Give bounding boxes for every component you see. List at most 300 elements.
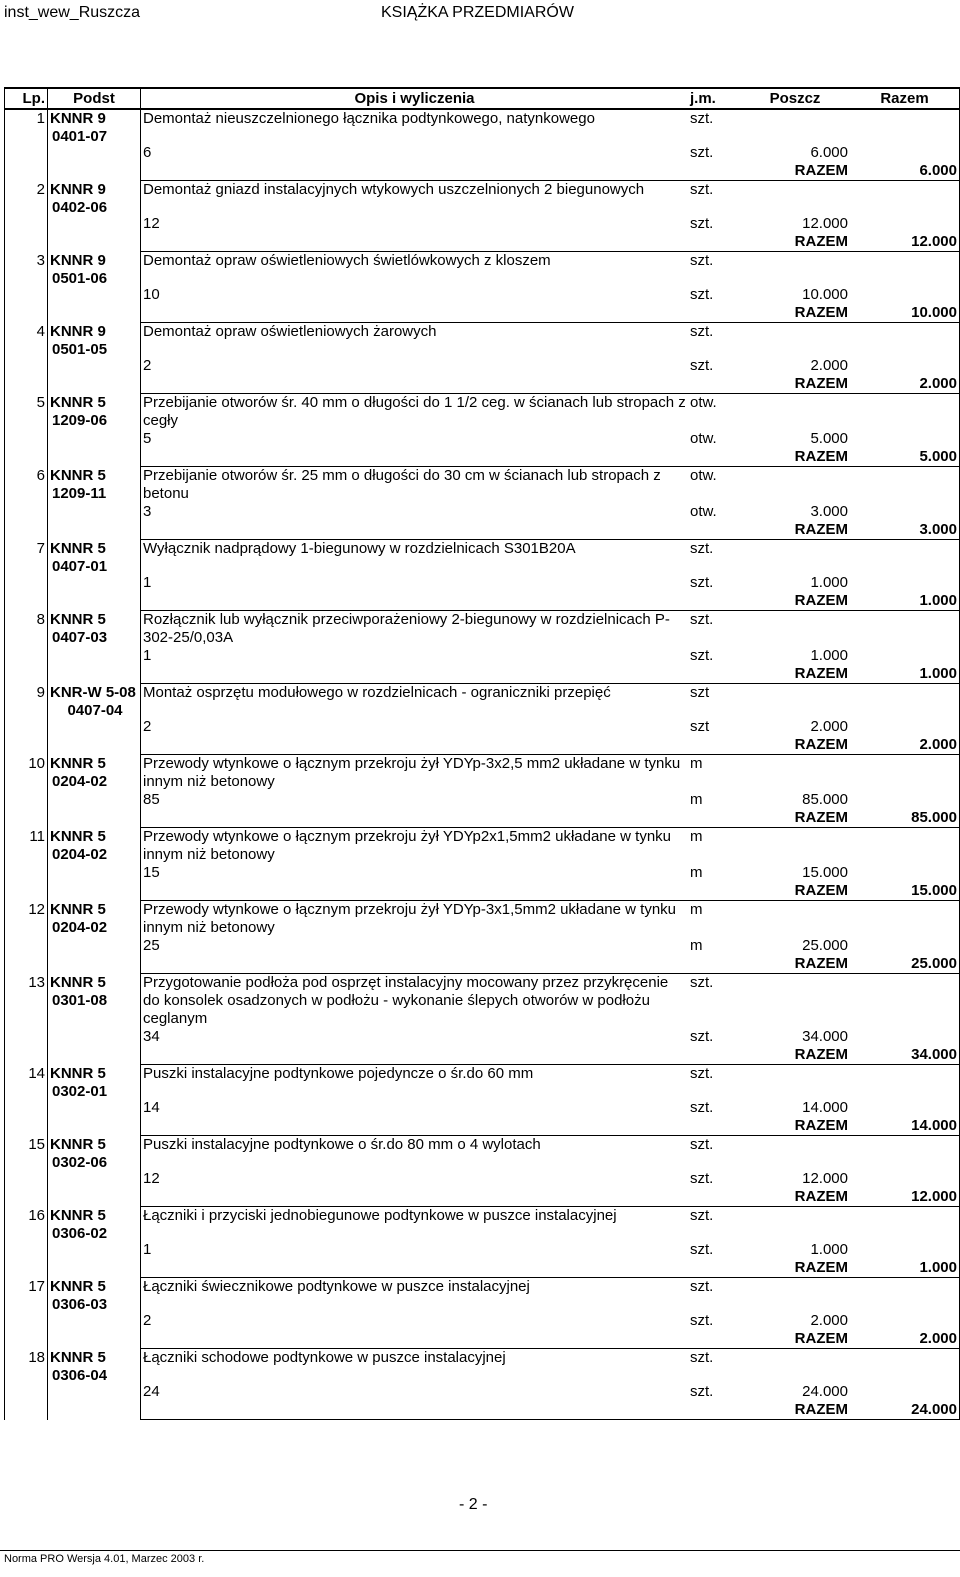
razem-label: RAZEM: [740, 375, 850, 394]
item-total: 12.000: [850, 1188, 960, 1207]
razem-label: RAZEM: [740, 162, 850, 181]
empty-cell: [850, 1207, 960, 1242]
table-row: [5, 252, 960, 287]
item-partial-quantity: 1.000: [810, 647, 848, 664]
empty-cell: [141, 521, 689, 540]
item-calculation: 1: [143, 1241, 152, 1258]
item-partial-quantity: 34.000: [802, 1028, 848, 1045]
empty-cell: [850, 1170, 960, 1188]
item-partial-quantity: 85.000: [802, 791, 848, 808]
empty-cell: [688, 448, 740, 467]
item-basis-code: KNNR 5: [50, 973, 106, 991]
empty-cell: [850, 828, 960, 865]
razem-label: RAZEM: [740, 1046, 850, 1065]
razem-label: RAZEM: [740, 448, 850, 467]
item-calculation: 3: [143, 503, 152, 520]
item-calc-unit: szt.: [690, 1170, 714, 1187]
item-basis-number: 0407-04: [67, 701, 123, 719]
item-calculation: 6: [143, 144, 152, 161]
empty-cell: [850, 394, 960, 431]
item-calc-unit: m: [690, 937, 703, 954]
item-unit: szt.: [690, 1065, 714, 1082]
razem-label: RAZEM: [740, 1401, 850, 1420]
item-partial-quantity: 14.000: [802, 1099, 848, 1116]
empty-cell: [850, 684, 960, 719]
table-row: [5, 882, 960, 901]
empty-cell: [688, 1117, 740, 1136]
empty-cell: [688, 665, 740, 684]
item-total: 5.000: [850, 448, 960, 467]
table-row: [5, 286, 960, 304]
empty-cell: [850, 181, 960, 216]
empty-cell: [740, 684, 850, 719]
item-calc-unit: szt.: [690, 1028, 714, 1045]
empty-cell: [688, 882, 740, 901]
item-basis: [48, 755, 141, 828]
table-row: [5, 144, 960, 162]
empty-cell: [688, 521, 740, 540]
item-total: 34.000: [850, 1046, 960, 1065]
empty-cell: [850, 467, 960, 504]
item-total: 1.000: [850, 1259, 960, 1278]
item-lp: 16: [5, 1207, 48, 1278]
item-lp: 8: [5, 611, 48, 684]
empty-cell: [141, 736, 689, 755]
table-row: [5, 611, 960, 648]
col-razem: Razem: [850, 88, 960, 109]
table-row: [5, 647, 960, 665]
col-lp: Lp.: [5, 88, 48, 109]
item-basis-code: KNNR 9: [50, 110, 106, 127]
item-calc-unit: szt.: [690, 1099, 714, 1116]
item-partial-quantity: 15.000: [802, 864, 848, 881]
item-calculation: 85: [143, 791, 160, 808]
item-basis-code: KNNR 9: [50, 180, 106, 198]
razem-label: RAZEM: [740, 955, 850, 974]
item-partial-quantity: 24.000: [802, 1383, 848, 1400]
item-basis-number: 0306-03: [52, 1295, 108, 1313]
item-basis: [48, 394, 141, 467]
item-lp: 18: [5, 1349, 48, 1420]
table-row: [5, 1028, 960, 1046]
item-description: Łączniki schodowe podtynkowe w puszce instalacyjnej: [143, 1349, 506, 1366]
item-basis-code: KNNR 5: [50, 1135, 106, 1153]
table-header-row: [5, 88, 960, 109]
table-row: [5, 1065, 960, 1100]
empty-cell: [850, 974, 960, 1029]
item-lp: 2: [5, 181, 48, 252]
item-basis-code: KNNR 9: [50, 251, 106, 269]
item-calculation: 5: [143, 430, 152, 447]
empty-cell: [141, 162, 689, 181]
item-unit: szt.: [690, 323, 714, 340]
empty-cell: [740, 611, 850, 648]
empty-cell: [740, 1349, 850, 1384]
item-basis-number: 0301-08: [52, 991, 108, 1009]
item-partial-quantity: 6.000: [810, 144, 848, 161]
empty-cell: [141, 1046, 689, 1065]
empty-cell: [688, 375, 740, 394]
item-calc-unit: szt.: [690, 1241, 714, 1258]
item-basis: [48, 1349, 141, 1420]
item-unit: szt: [690, 684, 710, 701]
item-total: 24.000: [850, 1401, 960, 1420]
razem-label: RAZEM: [740, 1259, 850, 1278]
item-calc-unit: szt.: [690, 1383, 714, 1400]
item-lp: 6: [5, 467, 48, 540]
empty-cell: [850, 1065, 960, 1100]
item-calc-unit: szt.: [690, 215, 714, 232]
item-total: 12.000: [850, 233, 960, 252]
razem-label: RAZEM: [740, 665, 850, 684]
item-calculation: 25: [143, 937, 160, 954]
empty-cell: [850, 1136, 960, 1171]
empty-cell: [688, 955, 740, 974]
item-unit: szt.: [690, 1136, 714, 1153]
item-lp: 3: [5, 252, 48, 323]
table-row: [5, 503, 960, 521]
item-basis-code: KNNR 5: [50, 1064, 106, 1082]
item-description: Puszki instalacyjne podtynkowe o śr.do 80 mm o 4 wylotach: [143, 1136, 541, 1153]
item-description: Łączniki świecznikowe podtynkowe w puszce instalacyjnej: [143, 1278, 530, 1295]
empty-cell: [850, 1383, 960, 1401]
empty-cell: [141, 1401, 689, 1420]
item-partial-quantity: 3.000: [810, 503, 848, 520]
item-lp: 15: [5, 1136, 48, 1207]
empty-cell: [740, 467, 850, 504]
empty-cell: [688, 233, 740, 252]
empty-cell: [850, 611, 960, 648]
item-partial-quantity: 12.000: [802, 215, 848, 232]
item-basis: [48, 1065, 141, 1136]
empty-cell: [740, 755, 850, 792]
item-calculation: 2: [143, 357, 152, 374]
item-calc-unit: szt.: [690, 357, 714, 374]
razem-label: RAZEM: [740, 1330, 850, 1349]
table-row: [5, 809, 960, 828]
item-unit: szt.: [690, 252, 714, 269]
item-partial-quantity: 10.000: [802, 286, 848, 303]
empty-cell: [850, 323, 960, 358]
empty-cell: [740, 540, 850, 575]
item-total: 85.000: [850, 809, 960, 828]
item-basis: [48, 611, 141, 684]
table-row: [5, 1349, 960, 1384]
item-description: Demontaż gniazd instalacyjnych wtykowych uszczelnionych 2 biegunowych: [143, 181, 645, 198]
table-row: [5, 1330, 960, 1349]
item-calculation: 2: [143, 718, 152, 735]
item-partial-quantity: 12.000: [802, 1170, 848, 1187]
item-description: Łączniki i przyciski jednobiegunowe podtynkowe w puszce instalacyjnej: [143, 1207, 617, 1224]
table-row: [5, 974, 960, 1029]
item-partial-quantity: 2.000: [810, 357, 848, 374]
item-calculation: 14: [143, 1099, 160, 1116]
item-partial-quantity: 5.000: [810, 430, 848, 447]
item-basis-number: 0401-07: [52, 128, 108, 145]
item-basis-number: 0501-05: [52, 340, 108, 358]
table-row: [5, 592, 960, 611]
item-basis: [48, 1207, 141, 1278]
page-number: - 2 -: [459, 1496, 488, 1513]
item-calc-unit: szt.: [690, 574, 714, 591]
empty-cell: [740, 323, 850, 358]
item-lp: 11: [5, 828, 48, 901]
item-unit: m: [690, 755, 703, 772]
item-calculation: 1: [143, 574, 152, 591]
item-description: Przewody wtynkowe o łącznym przekroju żył YDYp-3x1,5mm2 układane w tynku innym niż betonowy: [143, 901, 676, 936]
table-row: [5, 521, 960, 540]
item-calculation: 12: [143, 1170, 160, 1187]
table-row: [5, 736, 960, 755]
table-row: [5, 574, 960, 592]
razem-label: RAZEM: [740, 882, 850, 901]
razem-label: RAZEM: [740, 592, 850, 611]
table-row: [5, 1278, 960, 1313]
item-calculation: 15: [143, 864, 160, 881]
empty-cell: [850, 718, 960, 736]
item-total: 2.000: [850, 1330, 960, 1349]
empty-cell: [850, 144, 960, 162]
item-unit: szt.: [690, 1278, 714, 1295]
item-lp: 17: [5, 1278, 48, 1349]
empty-cell: [850, 755, 960, 792]
item-basis: [48, 252, 141, 323]
razem-label: RAZEM: [740, 809, 850, 828]
empty-cell: [850, 1241, 960, 1259]
item-calculation: 24: [143, 1383, 160, 1400]
item-basis-number: 1209-11: [52, 484, 107, 502]
table-row: [5, 791, 960, 809]
empty-cell: [740, 1065, 850, 1100]
bill-of-quantities-table: [4, 87, 960, 1420]
empty-cell: [141, 1188, 689, 1207]
table-row: [5, 304, 960, 323]
item-lp: 7: [5, 540, 48, 611]
empty-cell: [850, 647, 960, 665]
item-total: 10.000: [850, 304, 960, 323]
empty-cell: [850, 215, 960, 233]
item-unit: szt.: [690, 1349, 714, 1366]
table-row: [5, 1188, 960, 1207]
item-basis-code: KNNR 5: [50, 754, 106, 772]
table-row: [5, 1136, 960, 1171]
doc-title: inst_wew_Ruszcza: [4, 4, 141, 21]
empty-cell: [850, 357, 960, 375]
item-basis-number: 0302-06: [52, 1153, 108, 1171]
item-basis: [48, 684, 141, 755]
empty-cell: [740, 828, 850, 865]
item-description: Puszki instalacyjne podtynkowe pojedyncze o śr.do 60 mm: [143, 1065, 534, 1082]
item-total: 1.000: [850, 665, 960, 684]
item-total: 25.000: [850, 955, 960, 974]
item-unit: m: [690, 828, 703, 845]
item-unit: otw.: [690, 394, 717, 411]
empty-cell: [141, 375, 689, 394]
table-row: [5, 1099, 960, 1117]
item-basis-code: KNNR 5: [50, 900, 106, 918]
col-jm: j.m.: [688, 88, 740, 109]
empty-cell: [850, 430, 960, 448]
empty-cell: [688, 304, 740, 323]
item-lp: 13: [5, 974, 48, 1065]
empty-cell: [850, 503, 960, 521]
item-unit: otw.: [690, 467, 717, 484]
item-basis-code: KNNR 5: [50, 1348, 106, 1366]
razem-label: RAZEM: [740, 233, 850, 252]
item-unit: szt.: [690, 540, 714, 557]
empty-cell: [141, 304, 689, 323]
item-lp: 14: [5, 1065, 48, 1136]
razem-label: RAZEM: [740, 521, 850, 540]
empty-cell: [850, 937, 960, 955]
empty-cell: [141, 448, 689, 467]
item-total: 2.000: [850, 736, 960, 755]
item-calc-unit: szt.: [690, 144, 714, 161]
item-description: Przebijanie otworów śr. 25 mm o długości do 30 cm w ścianach lub stropach z betonu: [143, 467, 661, 502]
empty-cell: [850, 286, 960, 304]
item-basis-number: 0204-02: [52, 845, 108, 863]
table-row: [5, 1046, 960, 1065]
item-unit: szt.: [690, 974, 714, 991]
item-basis-number: 0407-03: [52, 628, 108, 646]
table-row: [5, 718, 960, 736]
table-row: [5, 1259, 960, 1278]
item-description: Przygotowanie podłoża pod osprzęt instalacyjny mocowany przez przykręcenie do konsolek osadzonych w podłożu - wykonanie ślepych otworów w podłożu ceglanym: [143, 974, 669, 1027]
empty-cell: [141, 809, 689, 828]
empty-cell: [850, 1349, 960, 1384]
item-basis-number: 0407-01: [52, 557, 108, 575]
item-description: Demontaż opraw oświetleniowych świetlówkowych z kloszem: [143, 252, 551, 269]
item-partial-quantity: 1.000: [810, 574, 848, 591]
item-calculation: 34: [143, 1028, 160, 1045]
col-poszcz: Poszcz: [740, 88, 850, 109]
item-partial-quantity: 1.000: [810, 1241, 848, 1258]
empty-cell: [688, 1046, 740, 1065]
item-basis-code: KNNR 5: [50, 827, 106, 845]
table-row: [5, 1401, 960, 1420]
item-description: Demontaż nieuszczelnionego łącznika podtynkowego, natynkowego: [143, 110, 595, 127]
empty-cell: [141, 233, 689, 252]
empty-cell: [141, 1330, 689, 1349]
table-body: [5, 109, 960, 1420]
table-row: [5, 357, 960, 375]
empty-cell: [850, 1028, 960, 1046]
item-basis-code: KNNR 9: [50, 322, 106, 340]
col-opis: Opis i wyliczenia: [141, 88, 689, 109]
table-row: [5, 864, 960, 882]
item-lp: 1: [5, 109, 48, 181]
empty-cell: [688, 1401, 740, 1420]
empty-cell: [740, 252, 850, 287]
item-calc-unit: szt.: [690, 647, 714, 664]
item-partial-quantity: 2.000: [810, 1312, 848, 1329]
col-podst: Podst: [48, 88, 141, 109]
empty-cell: [141, 1259, 689, 1278]
item-basis: [48, 1278, 141, 1349]
table-row: [5, 1117, 960, 1136]
table-row: [5, 1312, 960, 1330]
table-row: [5, 215, 960, 233]
item-total: 1.000: [850, 592, 960, 611]
item-calculation: 10: [143, 286, 160, 303]
empty-cell: [141, 955, 689, 974]
item-basis: [48, 109, 141, 181]
item-basis-number: 0204-02: [52, 772, 108, 790]
empty-cell: [740, 394, 850, 431]
table-row: [5, 828, 960, 865]
empty-cell: [850, 109, 960, 144]
table-row: [5, 540, 960, 575]
item-description: Wyłącznik nadprądowy 1-biegunowy w rozdzielnicach S301B20A: [143, 540, 576, 557]
item-total: 2.000: [850, 375, 960, 394]
item-calc-unit: szt: [690, 718, 710, 735]
razem-label: RAZEM: [740, 736, 850, 755]
empty-cell: [688, 809, 740, 828]
item-lp: 4: [5, 323, 48, 394]
item-basis-code: KNR-W 5-08: [50, 683, 136, 701]
table-row: [5, 323, 960, 358]
doc-heading: KSIĄŻKA PRZEDMIARÓW: [381, 4, 574, 21]
empty-cell: [740, 974, 850, 1029]
table-row: [5, 1383, 960, 1401]
item-basis: [48, 323, 141, 394]
empty-cell: [688, 1188, 740, 1207]
item-description: Przebijanie otworów śr. 40 mm o długości do 1 1/2 ceg. w ścianach lub stropach z cegły: [143, 394, 686, 429]
table-row: [5, 901, 960, 938]
item-basis-number: 0302-01: [52, 1082, 108, 1100]
item-total: 15.000: [850, 882, 960, 901]
item-basis: [48, 540, 141, 611]
item-description: Przewody wtynkowe o łącznym przekroju żył YDYp-3x2,5 mm2 układane w tynku innym niż betonowy: [143, 755, 681, 790]
item-basis: [48, 901, 141, 974]
item-total: 6.000: [850, 162, 960, 181]
item-description: Przewody wtynkowe o łącznym przekroju żył YDYp2x1,5mm2 układane w tynku innym niż betonowy: [143, 828, 672, 863]
item-basis-number: 0501-06: [52, 269, 108, 287]
empty-cell: [850, 252, 960, 287]
item-partial-quantity: 2.000: [810, 718, 848, 735]
table-row: [5, 467, 960, 504]
empty-cell: [688, 1259, 740, 1278]
item-basis: [48, 828, 141, 901]
empty-cell: [740, 1207, 850, 1242]
empty-cell: [850, 1278, 960, 1313]
empty-cell: [850, 1312, 960, 1330]
empty-cell: [740, 109, 850, 144]
item-unit: szt.: [690, 1207, 714, 1224]
empty-cell: [141, 665, 689, 684]
item-basis: [48, 974, 141, 1065]
item-calculation: 2: [143, 1312, 152, 1329]
item-unit: szt.: [690, 181, 714, 198]
item-description: Demontaż opraw oświetleniowych żarowych: [143, 323, 437, 340]
empty-cell: [850, 864, 960, 882]
item-total: 14.000: [850, 1117, 960, 1136]
empty-cell: [740, 181, 850, 216]
empty-cell: [688, 592, 740, 611]
empty-cell: [740, 1136, 850, 1171]
table-row: [5, 394, 960, 431]
razem-label: RAZEM: [740, 1117, 850, 1136]
item-calc-unit: otw.: [690, 503, 717, 520]
empty-cell: [141, 592, 689, 611]
empty-cell: [740, 1278, 850, 1313]
item-basis-code: KNNR 5: [50, 1206, 106, 1224]
item-basis-number: 1209-06: [52, 411, 108, 429]
item-basis-number: 0306-02: [52, 1224, 108, 1242]
item-basis-number: 0306-04: [52, 1366, 108, 1384]
item-basis-code: KNNR 5: [50, 610, 106, 628]
table-row: [5, 430, 960, 448]
